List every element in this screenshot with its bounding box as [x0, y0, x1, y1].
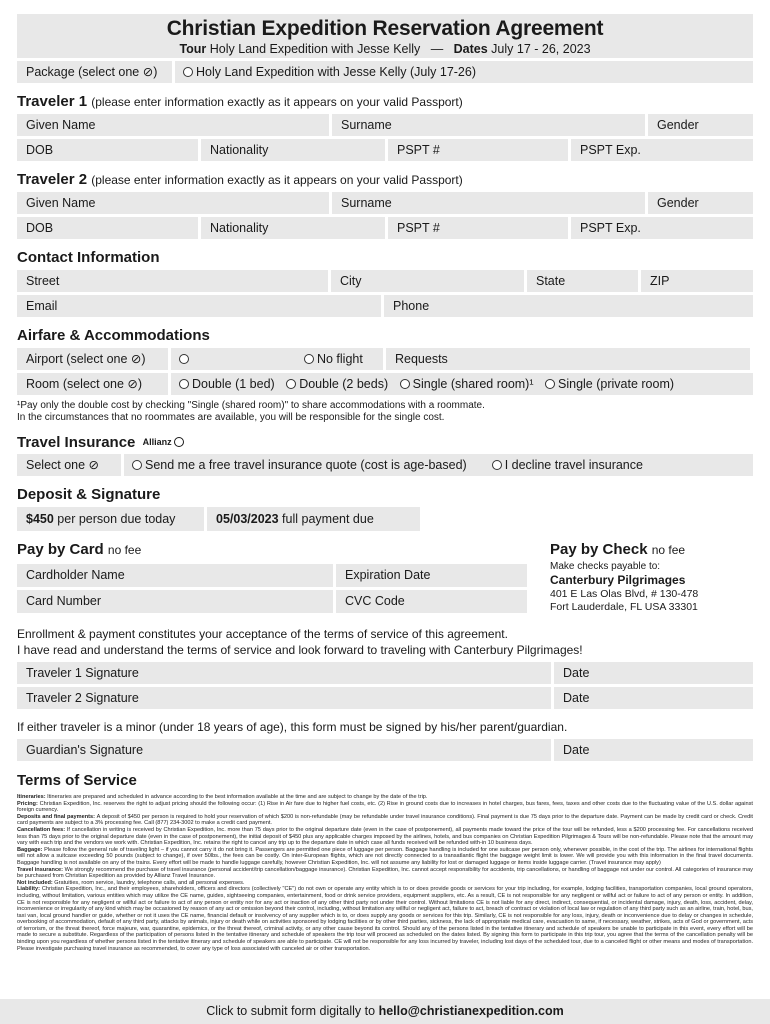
tos-item-text: We strongly recommend the purchase of travel insurance (personal accident/trip cancellation/baggage insurance). Christian Expedition, Inc. cannot accept responsibility for accidents, trip cancellations, or handling of baggage not under our control. All categories of insurance may be purchased from Christian Expedition as provided by Allianz Travel Insurance. [17, 866, 753, 880]
room-option-label: Double (2 beds) [299, 377, 389, 391]
room-label: Room (select one ⊘) [17, 373, 168, 395]
check-fee-note: no fee [651, 543, 686, 557]
tos-item-text: Please follow the general rule of traveling light – if you cannot carry it do not bring it. Passengers are permitted one piece of luggage per person. Baggage handling is included for one suitcase per person only, whenever possible, in the cost of the trip. The airlines for international flights will not allow a suitcase exceeding 50 pounds (subject to change), if over 50lbs., the fees can be costly. On inter-European flights, which are not directly connected to a transatlantic flight the baggage weight limit is lower. We will provide you with this information in the final travel documents. Baggage handling is not available on any of the trains. Every effort will be made to handle luggage carefully, however Christian Expedition, Inc. will not assume any liability for lost or damaged luggage or items inside luggage carrier. (Travel insurance may apply) [17, 846, 753, 866]
tour-value: Holy Land Expedition with Jesse Kelly [209, 42, 421, 56]
traveler2-title: Traveler 2 [17, 171, 88, 188]
deposit-amount-note: per person due today [57, 512, 176, 526]
cvc-code-field[interactable]: CVC Code [336, 590, 527, 613]
tos-item-text: Christian Expedition, Inc., and their employees, shareholders, officers and directors (collectively "CE") do not own or operate any entity which is to or does provide goods or services for your trip including, for example, lodging facilities, transportation companies, local ground operators, including, without limitation, various entities which may utilize the CE name, guides, sightseeing companies, entertainment, food or drink service providers, equipment suppliers, etc. As a result, CE is not responsible for any negligent or willful act or failure to act of any person or entity. In addition, CE is not responsible for any negligent or willful act or failure to act of any person or entity nor for any act or inaction of any other third party not under their control. Without limitations CE is not liable for any direct, indirect, consequential, or incidental damage, injury, death, loss, accident, delay, inconvenience or irregularity of any kind which may be occasioned by reason of any act or omission beyond their control, including, without limitation any willful or negligent act, failure to act, breach of contract or violation of local law or regulation of any third party such as an airline, train, hotel, bus, taxi van, local ground handler or guide, whether or not it uses the CE name, financial default or insolvency of any supplier which is to, or does supply any goods or services for this trip. Similarly, CE is not responsible for any loss, injury, death or inconvenience due to delay or changes in schedule, overbooking of accommodation, default of any third party, attacks by animals, injury or death while on activities sponsored by lodging facilities or by other third parties, sickness, the lack of appropriate medical care, evacuation to same, if necessary, weather, strikes, acts of God or government, acts of terrorism, or the threat thereof, force majeure, war, quarantine, epidemics, or the threat thereof, criminal activity, or any other cause beyond its control. Should any of the persons listed in the tentative itinerary and schedule of speakers be unable to participate in this event, every effort will be made to secure a substitute. Regardless of the participation of persons listed in the tentative itinerary and schedule of speakers the trip tour will proceed as scheduled on the dates listed. By signing this form to participate in this trip tour, you agree that the terms of the cancellation penalty will be binding upon you regardless of whether persons listed in the tentative itinerary and schedule of speakers are able to participate. CE will not be responsible for any loss incurred by traveler, including lost days of the scheduled tour, due to a canceled flight or other means and modes of transportation. Please investigate purchasing travel insurance as recommended, to cover any type of loss associated with canceled air or other transportation. [17, 886, 753, 952]
city-field[interactable]: City [331, 270, 524, 292]
traveler2-note: (please enter information exactly as it appears on your valid Passport) [91, 173, 463, 187]
airport-label: Airport (select one ⊘) [17, 348, 168, 370]
tour-label: Tour [179, 42, 207, 56]
tour-dates-line [17, 41, 753, 57]
card-fee-note: no fee [107, 543, 142, 557]
traveler1-title: Traveler 1 [17, 93, 88, 110]
traveler1-surname-field[interactable]: Surname [332, 114, 645, 136]
tos-item-text: If cancellation in writing is received by Christian Expedition, Inc. more than 75 days prior to the original departure date (even in the case of postponement), all payments made toward the price of the tour will be refunded, less a $200 processing fee. For cancellations received less than 75 days prior to the original departure date (even in the case of postponement), the initial deposit of $450 plus any applicable charges imposed by the airlines, hotels, and bus companies on Christian Expedition Pilgrimages & Tours will be non-refundable. Please note that the amount may vary with each trip and the vendors we work with. Christian Expedition, Inc. retains the right to cancel any trip up to the departure date in which case all funds received will be refunded with-in 10 business days. [17, 826, 753, 847]
dates-value: July 17 - 26, 2023 [491, 42, 591, 56]
traveler2-given-name-field[interactable]: Given Name [17, 192, 329, 214]
room-double-1bed-radio[interactable] [179, 379, 189, 389]
deposit-amount-value: $450 [26, 512, 54, 526]
insurance-title: Travel Insurance [17, 434, 136, 451]
tos-item [17, 827, 753, 847]
reservation-form [17, 14, 753, 952]
traveler1-signature-date-field[interactable]: Date [554, 662, 753, 684]
allianz-wordmark: Allianz [142, 437, 172, 447]
form-header [17, 14, 753, 58]
tos-heading: Terms of Service [17, 772, 137, 789]
tos-item-key: Not included: [17, 879, 55, 886]
package-option-label: Holy Land Expedition with Jesse Kelly (July 17-26) [196, 65, 476, 79]
tos-item-key: Liability: [17, 886, 42, 893]
room-option-label: Single (private room) [558, 377, 675, 391]
check-heading [550, 540, 753, 560]
traveler2-passport-exp-field[interactable]: PSPT Exp. [571, 217, 753, 239]
tos-item-text: A deposit of $450 per person is required to hold your reservation of which $200 is non-refundable (may be refundable under travel insurance conditions). Final payment is due 75 days prior to the departure date. Payment can be made by credit card or check. Credit card payments are subject to a 3% processing fee. Call (877) 234-3002 to make a credit card payment. [17, 813, 753, 827]
traveler1-signature-field[interactable]: Traveler 1 Signature [17, 662, 551, 684]
guardian-signature-field[interactable]: Guardian's Signature [17, 739, 551, 761]
tos-item [17, 794, 753, 801]
tos-item-text: Christian Expedition, Inc. reserves the right to adjust pricing should the following occur: (1) Rise in Air fare due to higher fuel costs, etc. (2) Rise in ground costs due to increases in hotel charges, bus fares, fees, taxes and other costs due to the fluctuating value of the U.S. dollar against foreign currency. [17, 800, 753, 814]
final-payment-date: 05/03/2023 [216, 512, 279, 526]
traveler2-heading [17, 170, 753, 190]
check-title: Pay by Check [550, 541, 648, 558]
submit-footer[interactable] [0, 999, 770, 1024]
traveler1-heading [17, 92, 753, 112]
deposit-heading: Deposit & Signature [17, 486, 161, 503]
no-flight-label: No flight [316, 352, 363, 366]
airport-option[interactable] [171, 348, 383, 370]
tos-item-key: Pricing: [17, 800, 40, 807]
tos-item-key: Cancellation fees: [17, 826, 67, 833]
traveler1-gender-field[interactable]: Gender [648, 114, 753, 136]
agreement-line-1: Enrollment & payment constitutes your acceptance of the terms of service of this agreement. [17, 627, 508, 641]
room-single-shared-radio[interactable] [400, 379, 410, 389]
traveler1-note: (please enter information exactly as it appears on your valid Passport) [91, 95, 463, 109]
insurance-select-label: Select one ⊘ [17, 454, 121, 476]
tos-item-key: Deposits and final payments: [17, 813, 97, 820]
state-field[interactable]: State [527, 270, 638, 292]
tos-item [17, 867, 753, 880]
submit-text: Click to submit form digitally to [206, 1004, 376, 1018]
minor-note: If either traveler is a minor (under 18 years of age), this form must be signed by his/her parent/guardian. [17, 720, 568, 734]
guardian-signature-date-field[interactable]: Date [554, 739, 753, 761]
tos-item [17, 886, 753, 952]
tos-item-key: Travel insurance: [17, 866, 65, 873]
no-flight-radio[interactable] [304, 354, 314, 364]
final-payment-note: full payment due [282, 512, 374, 526]
traveler1-nationality-field[interactable]: Nationality [201, 139, 385, 161]
check-address-1: 401 E Las Olas Blvd, # 130-478 [550, 588, 699, 600]
traveler1-passport-number-field[interactable]: PSPT # [388, 139, 568, 161]
check-block [538, 540, 753, 614]
street-field[interactable]: Street [17, 270, 328, 292]
package-label: Package (select one ⊘) [17, 61, 172, 83]
room-options [171, 373, 753, 395]
check-payee: Canterbury Pilgrimages [550, 573, 686, 587]
insurance-decline-label: I decline travel insurance [504, 458, 643, 472]
room-footnote [17, 400, 753, 424]
form-title: Christian Expedition Reservation Agreement [166, 17, 604, 40]
tos-item-key: Itineraries: [17, 794, 48, 800]
tos-item [17, 880, 753, 887]
tos-item-text: Itineraries are prepared and scheduled in advance according to the best information available at the time and are subject to change by the date of the trip. [47, 794, 428, 800]
tos-item [17, 801, 753, 814]
requests-field[interactable]: Requests [386, 348, 750, 370]
allianz-logo [143, 437, 184, 447]
dates-label: Dates [453, 42, 488, 56]
room-option-label: Double (1 bed) [192, 377, 275, 391]
check-payable-to: Make checks payable to: [550, 561, 661, 572]
traveler1-passport-exp-field[interactable]: PSPT Exp. [571, 139, 753, 161]
dash: — [430, 42, 444, 56]
room-double-2beds-radio[interactable] [286, 379, 296, 389]
insurance-heading [17, 432, 753, 452]
card-number-field[interactable]: Card Number [17, 590, 333, 613]
traveler2-nationality-field[interactable]: Nationality [201, 217, 385, 239]
phone-field[interactable]: Phone [384, 295, 753, 317]
traveler2-signature-date-field[interactable]: Date [554, 687, 753, 709]
traveler1-dob-field[interactable]: DOB [17, 139, 198, 161]
tos-item-text: Gratuities, room service, laundry, telephone calls, and all personal expenses. [54, 879, 245, 886]
deposit-amount [17, 507, 204, 531]
card-heading [17, 540, 538, 560]
insurance-decline-radio[interactable] [492, 460, 502, 470]
allianz-icon [174, 437, 184, 447]
cardholder-name-field[interactable]: Cardholder Name [17, 564, 333, 587]
footnote-line-1: ¹Pay only the double cost by checking "Single (shared room)" to share accommodations with a roommate. [17, 400, 485, 411]
insurance-quote-label: Send me a free travel insurance quote (cost is age-based) [145, 458, 467, 472]
insurance-options [124, 454, 753, 476]
footnote-line-2: In the circumstances that no roommates are available, you will be responsible for the single cost. [17, 412, 445, 423]
check-address-2: Fort Lauderdale, FL USA 33301 [550, 601, 698, 613]
package-radio[interactable] [183, 67, 193, 77]
package-option[interactable] [175, 61, 753, 83]
agreement-text [17, 626, 753, 658]
airfare-heading: Airfare & Accommodations [17, 327, 210, 344]
email-field[interactable]: Email [17, 295, 381, 317]
contact-heading: Contact Information [17, 249, 160, 266]
tos-item-key: Baggage: [17, 846, 45, 853]
card-title: Pay by Card [17, 541, 104, 558]
final-payment-due [207, 507, 420, 531]
agreement-line-2: I have read and understand the terms of service and look forward to traveling with Canterbury Pilgrimages! [17, 643, 583, 657]
traveler2-signature-field[interactable]: Traveler 2 Signature [17, 687, 551, 709]
airport-radio[interactable] [179, 354, 189, 364]
traveler2-passport-number-field[interactable]: PSPT # [388, 217, 568, 239]
traveler2-gender-field[interactable]: Gender [648, 192, 753, 214]
tos-item [17, 814, 753, 827]
submit-email-link[interactable]: hello@christianexpedition.com [378, 1004, 564, 1018]
tos-item [17, 847, 753, 867]
room-single-private-radio[interactable] [545, 379, 555, 389]
insurance-quote-radio[interactable] [132, 460, 142, 470]
traveler2-dob-field[interactable]: DOB [17, 217, 198, 239]
traveler1-given-name-field[interactable]: Given Name [17, 114, 329, 136]
expiration-date-field[interactable]: Expiration Date [336, 564, 527, 587]
traveler2-surname-field[interactable]: Surname [332, 192, 645, 214]
tos-body [17, 794, 753, 952]
room-option-label: Single (shared room)¹ [412, 377, 534, 391]
zip-field[interactable]: ZIP [641, 270, 753, 292]
